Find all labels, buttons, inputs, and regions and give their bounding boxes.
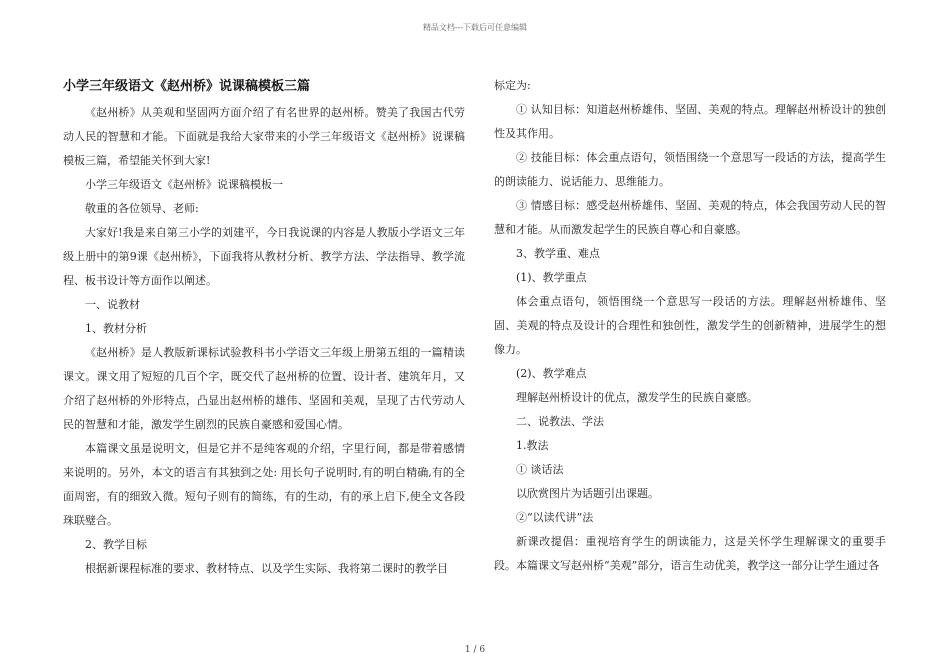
paragraph: ② 技能目标：体会重点语句，领悟围绕一个意思写一段话的方法，提高学生的朗读能力、说话能力、思维能力。 xyxy=(494,151,886,188)
section-heading: 一、说教材 xyxy=(85,298,140,311)
paragraph: 《赵州桥》是人教版新课标试验教科书小学语文三年级上册第五组的一篇精读课文。课文用了短短的几百个字，既交代了赵州桥的位置、设计者、建筑年月，又介绍了赵州桥的外形特点，凸显出赵州桥的雄伟、坚固和美观，呈现了古代劳动人民的智慧和才能，激发学生剧烈的民族自豪感和爱国心情。 xyxy=(63,346,465,431)
section-heading: 二、说教法、学法 xyxy=(516,415,604,428)
section-heading: 1、教材分析 xyxy=(85,322,147,335)
paragraph: 理解赵州桥设计的优点，激发学生的民族自豪感。 xyxy=(516,391,758,404)
paragraph-continuation: 标定为: xyxy=(494,79,531,92)
section-heading: 3、教学重、难点 xyxy=(516,247,600,260)
right-column xyxy=(494,74,886,578)
paragraph: ②“以读代讲”法 xyxy=(516,511,594,524)
section-heading: (2)、教学难点 xyxy=(516,367,587,380)
paragraph: 以欣赏图片为话题引出课题。 xyxy=(516,487,659,500)
paragraph: ① 认知目标：知道赵州桥雄伟、坚固、美观的特点。理解赵州桥设计的独创性及其作用。 xyxy=(494,103,886,140)
paragraph: ③ 情感目标：感受赵州桥雄伟、坚固、美观的特点，体会我国劳动人民的智慧和才能。从而激发起学生的民族自尊心和自豪感。 xyxy=(494,199,886,236)
section-heading: 1.教法 xyxy=(516,439,549,452)
paragraph: 根据新课程标准的要求、教材特点、以及学生实际、我将第二课时的教学目 xyxy=(85,562,448,575)
paragraph: 本篇课文虽是说明文，但是它并不是纯客观的介绍，字里行间，都是带着感情来说明的。另外，本文的语言有其独到之处: 用长句子说明时,有的明白精确,有的全面周密，有的细致入微。短句子则有的简练，有的生动，有的承上启下,使全文各段珠联璧合。 xyxy=(63,442,465,527)
page-number: 1 / 6 xyxy=(464,645,486,655)
paragraph: 体会重点语句，领悟围绕一个意思写一段话的方法。理解赵州桥雄伟、坚固、美观的特点及设计的合理性和独创性，激发学生的创新精神，进展学生的想像力。 xyxy=(494,295,886,356)
section-heading: (1)、教学重点 xyxy=(516,271,587,284)
document-title: 小学三年级语文《赵州桥》说课稿模板三篇 xyxy=(63,79,311,94)
header-note: 精品文档---下载后可任意编辑 xyxy=(422,23,528,32)
section-heading: 2、教学目标 xyxy=(85,538,147,551)
paragraph: 《赵州桥》从美观和坚固两方面介绍了有名世界的赵州桥。赞美了我国古代劳动人民的智慧和才能。下面就是我给大家带来的小学三年级语文《赵州桥》说课稿模板三篇，希望能关怀到大家! xyxy=(63,106,465,167)
left-column xyxy=(63,74,465,581)
paragraph: 敬重的各位领导、老师: xyxy=(85,202,199,215)
paragraph: 小学三年级语文《赵州桥》说课稿模板一 xyxy=(85,178,283,191)
paragraph: 大家好!我是来自第三小学的刘建平，今日我说课的内容是人教版小学语文三年级上册中的第9课《赵州桥》，下面我将从教材分析、教学方法、学法指导、教学流程、板书设计等方面作以阐述。 xyxy=(63,226,465,287)
paragraph: 新课改提倡：重视培育学生的朗读能力，这是关怀学生理解课文的重要手段。本篇课文写赵州桥“美观”部分，语言生动优美，教学这一部分让学生通过各 xyxy=(494,535,886,572)
paragraph: ① 谈话法 xyxy=(516,463,564,476)
